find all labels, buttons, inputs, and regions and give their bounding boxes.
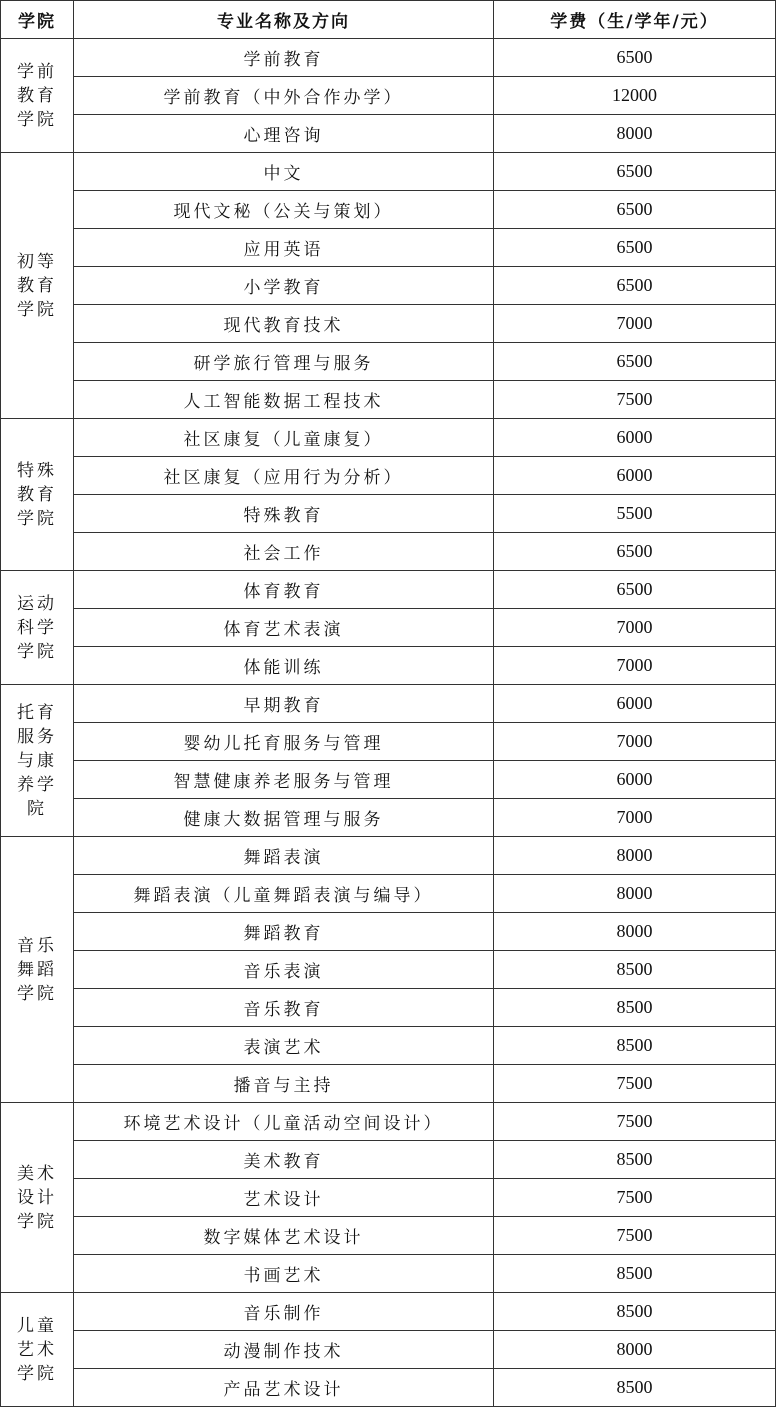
- major-cell: 数字媒体艺术设计: [74, 1217, 494, 1255]
- table-row: [1, 495, 776, 533]
- table-row: [1, 39, 776, 77]
- table-row: [1, 533, 776, 571]
- major-cell: 产品艺术设计: [74, 1369, 494, 1407]
- table-row: [1, 77, 776, 115]
- table-row: [1, 1369, 776, 1407]
- fee-cell: 12000: [494, 77, 776, 115]
- fee-cell: 6000: [494, 761, 776, 799]
- table-row: [1, 647, 776, 685]
- major-cell: 婴幼儿托育服务与管理: [74, 723, 494, 761]
- major-cell: 动漫制作技术: [74, 1331, 494, 1369]
- table-row: [1, 457, 776, 495]
- table-row: [1, 1141, 776, 1179]
- fee-cell: 7500: [494, 1179, 776, 1217]
- table-row: [1, 1103, 776, 1141]
- major-cell: 中文: [74, 153, 494, 191]
- table-row: [1, 1331, 776, 1369]
- fee-cell: 8500: [494, 951, 776, 989]
- major-cell: 研学旅行管理与服务: [74, 343, 494, 381]
- fee-cell: 6500: [494, 267, 776, 305]
- table-row: [1, 685, 776, 723]
- fee-cell: 6500: [494, 343, 776, 381]
- major-cell: 美术教育: [74, 1141, 494, 1179]
- college-cell: 初等 教育 学院: [1, 153, 74, 419]
- fee-cell: 7000: [494, 723, 776, 761]
- major-cell: 音乐制作: [74, 1293, 494, 1331]
- fee-cell: 7000: [494, 305, 776, 343]
- table-row: [1, 1179, 776, 1217]
- table-body: [1, 39, 776, 1407]
- table-row: [1, 951, 776, 989]
- major-cell: 社区康复（儿童康复）: [74, 419, 494, 457]
- major-cell: 社会工作: [74, 533, 494, 571]
- major-cell: 应用英语: [74, 229, 494, 267]
- major-cell: 智慧健康养老服务与管理: [74, 761, 494, 799]
- fee-cell: 8000: [494, 875, 776, 913]
- fee-cell: 8500: [494, 1369, 776, 1407]
- fee-cell: 5500: [494, 495, 776, 533]
- fee-cell: 8500: [494, 1255, 776, 1293]
- fee-cell: 7000: [494, 609, 776, 647]
- fee-cell: 7000: [494, 799, 776, 837]
- table-header: [1, 1, 776, 39]
- table-row: [1, 1255, 776, 1293]
- header-row: [1, 1, 776, 39]
- major-cell: 音乐教育: [74, 989, 494, 1027]
- college-cell: 美术 设计 学院: [1, 1103, 74, 1293]
- fee-cell: 6500: [494, 533, 776, 571]
- major-cell: 人工智能数据工程技术: [74, 381, 494, 419]
- fee-cell: 6500: [494, 229, 776, 267]
- table-row: [1, 761, 776, 799]
- fee-cell: 8500: [494, 1027, 776, 1065]
- major-cell: 播音与主持: [74, 1065, 494, 1103]
- fee-cell: 8500: [494, 989, 776, 1027]
- table-row: [1, 1217, 776, 1255]
- table-row: [1, 989, 776, 1027]
- table-row: [1, 609, 776, 647]
- fee-cell: 6000: [494, 457, 776, 495]
- fee-cell: 7500: [494, 1103, 776, 1141]
- fee-cell: 8500: [494, 1141, 776, 1179]
- table-row: [1, 875, 776, 913]
- table-row: [1, 419, 776, 457]
- table-row: [1, 913, 776, 951]
- college-cell: 托育 服务 与康 养学 院: [1, 685, 74, 837]
- fee-cell: 6000: [494, 419, 776, 457]
- major-cell: 舞蹈表演: [74, 837, 494, 875]
- major-cell: 学前教育（中外合作办学）: [74, 77, 494, 115]
- header-college: 学院: [1, 1, 74, 39]
- fee-cell: 7500: [494, 1065, 776, 1103]
- table-row: [1, 571, 776, 609]
- table-row: [1, 267, 776, 305]
- college-cell: 学前 教育 学院: [1, 39, 74, 153]
- fee-cell: 6000: [494, 685, 776, 723]
- table-row: [1, 799, 776, 837]
- table-row: [1, 305, 776, 343]
- major-cell: 表演艺术: [74, 1027, 494, 1065]
- table-row: [1, 191, 776, 229]
- fee-cell: 6500: [494, 571, 776, 609]
- fee-cell: 8000: [494, 913, 776, 951]
- major-cell: 心理咨询: [74, 115, 494, 153]
- major-cell: 舞蹈教育: [74, 913, 494, 951]
- major-cell: 艺术设计: [74, 1179, 494, 1217]
- fee-cell: 6500: [494, 39, 776, 77]
- major-cell: 小学教育: [74, 267, 494, 305]
- table-row: [1, 837, 776, 875]
- major-cell: 现代文秘（公关与策划）: [74, 191, 494, 229]
- major-cell: 学前教育: [74, 39, 494, 77]
- major-cell: 现代教育技术: [74, 305, 494, 343]
- major-cell: 音乐表演: [74, 951, 494, 989]
- college-cell: 儿童 艺术 学院: [1, 1293, 74, 1407]
- major-cell: 社区康复（应用行为分析）: [74, 457, 494, 495]
- fee-cell: 8500: [494, 1293, 776, 1331]
- major-cell: 环境艺术设计（儿童活动空间设计）: [74, 1103, 494, 1141]
- major-cell: 特殊教育: [74, 495, 494, 533]
- table-row: [1, 343, 776, 381]
- fee-cell: 8000: [494, 1331, 776, 1369]
- table-row: [1, 1027, 776, 1065]
- table-row: [1, 115, 776, 153]
- college-cell: 音乐 舞蹈 学院: [1, 837, 74, 1103]
- fee-cell: 6500: [494, 191, 776, 229]
- major-cell: 健康大数据管理与服务: [74, 799, 494, 837]
- header-major: 专业名称及方向: [74, 1, 494, 39]
- table-row: [1, 381, 776, 419]
- table-row: [1, 1293, 776, 1331]
- fee-cell: 7500: [494, 381, 776, 419]
- table-row: [1, 229, 776, 267]
- table-row: [1, 153, 776, 191]
- fee-cell: 6500: [494, 153, 776, 191]
- fee-cell: 8000: [494, 115, 776, 153]
- major-cell: 体育艺术表演: [74, 609, 494, 647]
- fee-cell: 7500: [494, 1217, 776, 1255]
- major-cell: 早期教育: [74, 685, 494, 723]
- major-cell: 舞蹈表演（儿童舞蹈表演与编导）: [74, 875, 494, 913]
- college-cell: 特殊 教育 学院: [1, 419, 74, 571]
- header-fee: 学费（生/学年/元）: [494, 1, 776, 39]
- major-cell: 体育教育: [74, 571, 494, 609]
- fee-cell: 8000: [494, 837, 776, 875]
- table-row: [1, 1065, 776, 1103]
- fee-cell: 7000: [494, 647, 776, 685]
- college-cell: 运动 科学 学院: [1, 571, 74, 685]
- table-row: [1, 723, 776, 761]
- major-cell: 体能训练: [74, 647, 494, 685]
- major-cell: 书画艺术: [74, 1255, 494, 1293]
